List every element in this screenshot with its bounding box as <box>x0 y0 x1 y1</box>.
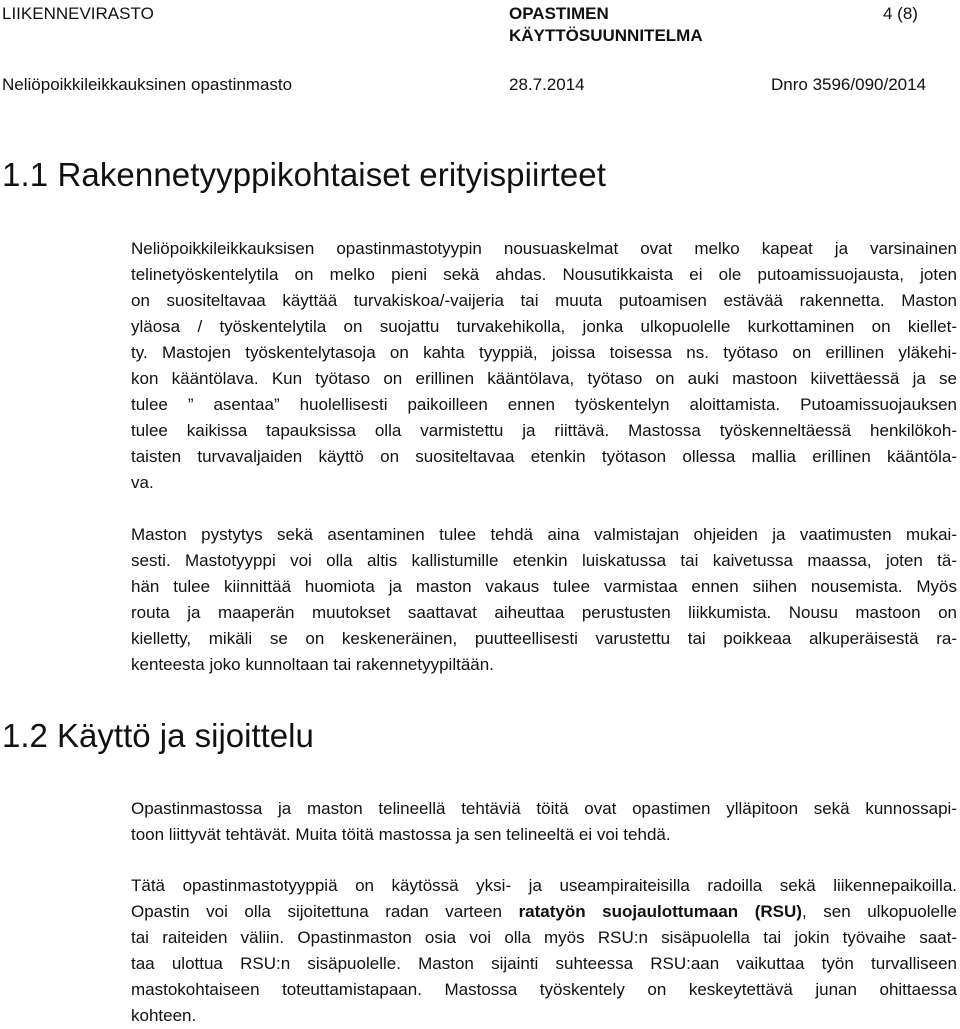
text-line: taisten turvavaljaiden käyttö on suositeltavaa etenkin työtason ollessa mallia erillinen kääntöla- <box>131 447 957 466</box>
text-line: Neliöpoikkileikkauksisen opastinmastotyypin nousuaskelmat ovat melko kapeat ja varsinainen <box>131 239 957 258</box>
text-line: va. <box>131 473 154 492</box>
text-line: kon kääntölava. Kun työtaso on erillinen kääntölava, työtaso on auki mastoon kiivettäessä ja se <box>131 369 957 388</box>
text-line: on suositeltavaa käyttää turvakiskoa/-vaijeria tai muuta putoamisen estävää rakennetta. Maston <box>131 291 957 310</box>
text-line: tulee ” asentaa” huolellisesti paikoilleen ennen työskentelyn aloittamista. Putoamissuojauksen <box>131 395 957 414</box>
section2-paragraph-2 <box>131 873 957 1029</box>
text-line: tulee kaikissa tapauksissa olla varmistettu ja riittävä. Mastossa työskenneltäessä henkilökoh- <box>131 421 957 440</box>
text-line <box>131 899 957 925</box>
section-heading-1-1: 1.1 Rakennetyyppikohtaiset erityispiirteet <box>2 156 607 193</box>
section-heading-1-2: 1.2 Käyttö ja sijoittelu <box>2 717 314 754</box>
text-line: ty. Mastojen työskentelytasoja on kahta tyyppiä, joissa toisessa ns. työtaso on erillinen yläkehi- <box>131 343 957 362</box>
doc-type-line1: OPASTIMEN <box>509 4 609 23</box>
text-line: taa ulottua RSU:n sisäpuolelle. Maston sijainti suhteessa RSU:aan vaikuttaa työn turvalliseen <box>131 954 957 973</box>
page-number: 4 (8) <box>883 4 918 23</box>
text-run: , sen ulkopuolelle <box>801 902 957 921</box>
doc-type-line2: KÄYTTÖSUUNNITELMA <box>509 26 703 45</box>
text-line: yläosa / työskentelytila on suojattu turvakehikolla, jonka ulkopuolelle kurkottaminen on kiellet- <box>131 317 957 336</box>
section1-paragraph-2 <box>131 522 957 678</box>
doc-dnro: Dnro 3596/090/2014 <box>771 75 927 94</box>
text-line: mastokohtaiseen toteuttamistapaan. Mastossa työskentely on keskeytettävä junan ohittaessa <box>131 980 957 999</box>
text-line: Opastinmastossa ja maston telineellä tehtäviä töitä ovat opastimen ylläpitoon sekä kunnossapi- <box>131 799 957 818</box>
text-line: kielletty, mikäli se on keskeneräinen, puutteellisesti varustettu tai poikkeaa alkuperäisestä ra- <box>131 629 957 648</box>
doc-subject: Neliöpoikkileikkauksinen opastinmasto <box>2 75 293 94</box>
text-run: Opastin voi olla sijoitettuna radan varteen <box>131 902 519 921</box>
text-line: sesti. Mastotyyppi voi olla altis kallistumille etenkin luiskatussa tai kaivetussa maassa, joten tä- <box>131 551 957 570</box>
text-line: toon liittyvät tehtävät. Muita töitä mastossa ja sen telineeltä ei voi tehdä. <box>131 825 671 844</box>
doc-date: 28.7.2014 <box>509 75 585 94</box>
section2-paragraph-1 <box>131 796 957 848</box>
text-line: tai raiteiden väliin. Opastinmaston osia voi olla myös RSU:n sisäpuolella tai jokin työvaihe saat- <box>131 928 957 947</box>
text-line: kenteesta joko kunnoltaan tai rakennetyypiltään. <box>131 655 494 674</box>
text-line: kohteen. <box>131 1006 197 1025</box>
text-line: hän tulee kiinnittää huomiota ja maston vakaus tulee varmistaa ennen siihen nousemista. Myös <box>131 577 957 596</box>
section1-paragraph-1 <box>131 236 957 496</box>
text-line: routa ja maaperän muutokset saattavat aiheuttaa perustusten liikkumista. Nousu mastoon on <box>131 603 957 622</box>
text-line: telinetyöskentelytila on melko pieni sekä ahdas. Nousutikkaista ei ole putoamissuojausta, joten <box>131 265 957 284</box>
text-line: Maston pystytys sekä asentaminen tulee tehdä aina valmistajan ohjeiden ja vaatimusten mukai- <box>131 525 957 544</box>
text-line: Tätä opastinmastotyyppiä on käytössä yksi- ja useampiraiteisilla radoilla sekä liikennepaikoilla. <box>131 876 957 895</box>
org-name: LIIKENNEVIRASTO <box>2 4 154 23</box>
rsu-term: ratatyön suojaulottumaan (RSU) <box>518 902 802 921</box>
